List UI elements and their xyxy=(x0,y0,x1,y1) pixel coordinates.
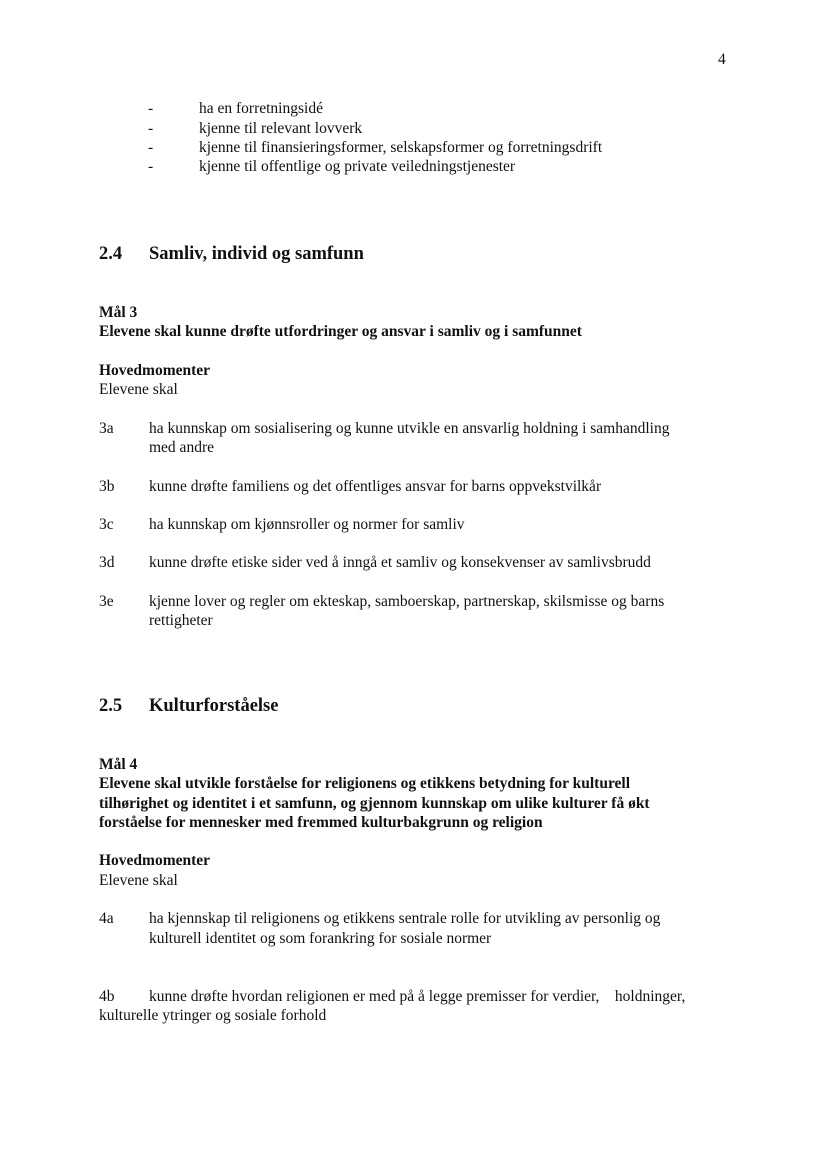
item-text-continued: rettigheter xyxy=(149,612,213,629)
bullet-dash: - xyxy=(148,100,154,117)
goal-text: Elevene skal kunne drøfte utfordringer og ansvar i samliv og i samfunnet xyxy=(99,323,582,340)
bullet-dash: - xyxy=(148,120,154,137)
item-text: ha kunnskap om kjønnsroller og normer for samliv xyxy=(149,516,465,533)
page-number: 4 xyxy=(718,51,726,68)
section-heading xyxy=(99,694,599,718)
item-code: 3d xyxy=(99,554,115,571)
item-text: kunne drøfte hvordan religionen er med på å legge premisser for verdier, holdninger, xyxy=(149,988,686,1005)
bullet-text: kjenne til offentlige og private veiledningstjenester xyxy=(199,158,516,175)
item-text: kjenne lover og regler om ekteskap, samboerskap, partnerskap, skilsmisse og barns xyxy=(149,593,665,610)
bullet-text: kjenne til finansieringsformer, selskapsformer og forretningsdrift xyxy=(199,139,603,156)
goal-text: forståelse for mennesker med fremmed kulturbakgrunn og religion xyxy=(99,814,543,831)
item-text: kunne drøfte familiens og det offentliges ansvar for barns oppvekstvilkår xyxy=(149,478,602,495)
section-number: 2.4 xyxy=(99,244,123,264)
goal-text: Elevene skal utvikle forståelse for religionens og etikkens betydning for kulturell xyxy=(99,775,631,792)
item-text-continued: kulturell identitet og som forankring for sosiale normer xyxy=(149,930,492,947)
item-code: 3c xyxy=(99,516,114,533)
bullet-dash: - xyxy=(148,139,154,156)
bullet-dash: - xyxy=(148,158,154,175)
section-title: Kulturforståelse xyxy=(149,696,279,716)
item-code: 4b xyxy=(99,988,115,1005)
item-code: 3b xyxy=(99,478,115,495)
item-text: ha kjennskap til religionens og etikkens sentrale rolle for utvikling av personlig og xyxy=(149,910,661,927)
section-number: 2.5 xyxy=(99,696,123,716)
goal-label: Mål 4 xyxy=(99,756,138,773)
section-title: Samliv, individ og samfunn xyxy=(149,244,364,264)
intro-text: Elevene skal xyxy=(99,872,178,889)
goal-text: tilhørighet og identitet i et samfunn, og gjennom kunnskap om ulike kulturer få økt xyxy=(99,795,650,812)
main-points-label: Hovedmomenter xyxy=(99,362,211,379)
item-text-continued: kulturelle ytringer og sosiale forhold xyxy=(99,1007,327,1024)
item-code: 4a xyxy=(99,910,114,927)
item-code: 3a xyxy=(99,420,114,437)
item-code: 3e xyxy=(99,593,114,610)
goal-label: Mål 3 xyxy=(99,304,138,321)
item-text: ha kunnskap om sosialisering og kunne utvikle en ansvarlig holdning i samhandling xyxy=(149,420,670,437)
bullet-text: ha en forretningsidé xyxy=(199,100,323,117)
bullet-text: kjenne til relevant lovverk xyxy=(199,120,363,137)
main-points-label: Hovedmomenter xyxy=(99,852,211,869)
item-text: kunne drøfte etiske sider ved å inngå et samliv og konsekvenser av samlivsbrudd xyxy=(149,554,651,571)
section-heading xyxy=(99,242,599,266)
intro-text: Elevene skal xyxy=(99,381,178,398)
item-text-continued: med andre xyxy=(149,439,214,456)
